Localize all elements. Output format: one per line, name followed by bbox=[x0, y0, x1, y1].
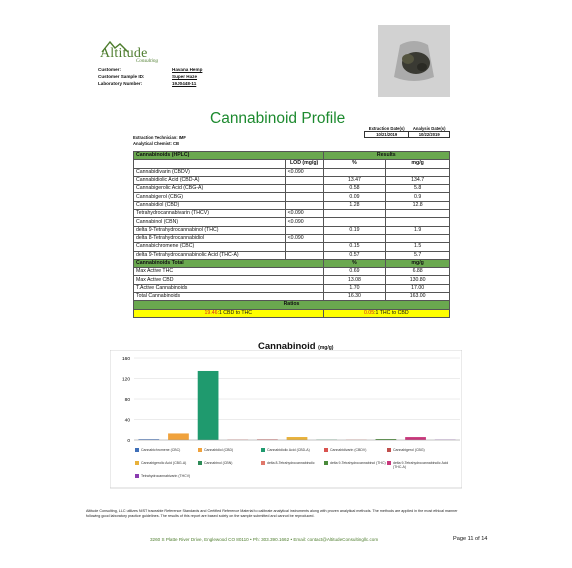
cell-lod bbox=[285, 193, 323, 201]
y-tick-label: 0 bbox=[127, 438, 130, 444]
totals-row bbox=[134, 293, 450, 301]
cell-lod: <0.090 bbox=[285, 210, 323, 218]
cell-mg bbox=[386, 234, 450, 242]
cannabinoid-table bbox=[133, 151, 450, 318]
cell-pct bbox=[323, 234, 386, 242]
cell-pct: 0.57 bbox=[323, 251, 386, 259]
chart-unit: (mg/g) bbox=[318, 345, 334, 351]
cell-mg: 0.9 bbox=[386, 193, 450, 201]
legend-item bbox=[261, 461, 331, 465]
legend-label: Cannabidiolic Acid (CBD-A) bbox=[267, 448, 310, 452]
y-tick-label: 40 bbox=[124, 418, 130, 424]
cell-lod: <0.090 bbox=[285, 234, 323, 242]
cell-name: delta 9-Tetrahydrocannabinolic Acid (THC-A) bbox=[134, 251, 286, 259]
cell-pct: 0.69 bbox=[323, 268, 386, 276]
legend-swatch bbox=[387, 461, 391, 465]
cell-name: Cannabidiol (CBD) bbox=[134, 201, 286, 209]
legend-label: delta 9-Tetrahydrocannabinolic Acid (THC-A) bbox=[393, 461, 449, 469]
cell-pct: 16.30 bbox=[323, 293, 386, 301]
legend-swatch bbox=[198, 461, 202, 465]
legend-label: Cannabichromene (CBC) bbox=[141, 448, 181, 452]
cell-lod bbox=[285, 226, 323, 234]
totals-col-pct: % bbox=[323, 259, 386, 267]
col-lod: LOD (mg/g) bbox=[285, 160, 323, 168]
ratio-cbd-thc-text: :1 CBD to THC bbox=[217, 309, 253, 316]
customer-info bbox=[98, 66, 202, 88]
table-row bbox=[134, 176, 450, 184]
cell-pct: 1.28 bbox=[323, 201, 386, 209]
legend-swatch bbox=[324, 461, 328, 465]
lab-label: Laboratory Number: bbox=[98, 81, 143, 87]
customer-value: Havana Hemp bbox=[172, 67, 203, 72]
totals-col-mg: mg/g bbox=[386, 259, 450, 267]
cell-lod bbox=[285, 251, 323, 259]
ratios-label: Ratios bbox=[134, 301, 450, 309]
cell-pct bbox=[323, 168, 386, 176]
cell-name: Tetrahydrocannabivarin (THCV) bbox=[134, 210, 286, 218]
cell-name: delta 8-Tetrahydrocannabidiol bbox=[134, 234, 286, 242]
col-pct: % bbox=[323, 160, 386, 168]
extraction-date: 10/21/2019 bbox=[365, 132, 409, 138]
bar-1 bbox=[168, 433, 189, 440]
legend-item bbox=[387, 461, 457, 469]
legend-label: Cannabidivarin (CBDV) bbox=[330, 448, 367, 452]
totals-row bbox=[134, 268, 450, 276]
technician-info bbox=[133, 135, 186, 147]
ratio-thc-cbd bbox=[323, 309, 449, 317]
cell-name: Cannabichromene (CBC) bbox=[134, 243, 286, 251]
cell-mg: 5.7 bbox=[386, 251, 450, 259]
legend-item bbox=[135, 474, 205, 478]
legend-swatch bbox=[324, 448, 328, 452]
legend-label: Cannabinol (CBN) bbox=[204, 461, 233, 465]
table-row bbox=[134, 243, 450, 251]
legend-label: Cannabidiol (CBD) bbox=[204, 448, 234, 452]
table-row bbox=[134, 210, 450, 218]
cell-pct: 0.09 bbox=[323, 193, 386, 201]
chemist: Analytical Chemist: CB bbox=[133, 141, 180, 146]
cell-mg: 134.7 bbox=[386, 176, 450, 184]
legend-label: Cannabigerol (CBG) bbox=[393, 448, 425, 452]
cell-mg bbox=[386, 218, 450, 226]
company-sub: Consulting bbox=[136, 59, 158, 64]
customer-label: Customer: bbox=[98, 67, 121, 72]
cell-lod bbox=[285, 201, 323, 209]
company-name: Altitude bbox=[100, 46, 148, 61]
cell-mg: 12.8 bbox=[386, 201, 450, 209]
section-totals: Cannabinoids Total bbox=[134, 259, 324, 267]
legend-label: delta 9-Tetrahydrocannabinol (THC) bbox=[330, 461, 386, 465]
legend-item bbox=[135, 448, 205, 452]
bar-5 bbox=[287, 437, 308, 440]
table-row bbox=[134, 234, 450, 242]
sample-photo bbox=[378, 25, 450, 97]
table-row bbox=[134, 218, 450, 226]
cell-mg bbox=[386, 168, 450, 176]
cell-pct: 13.47 bbox=[323, 176, 386, 184]
cell-lod: <0.090 bbox=[285, 168, 323, 176]
cell-mg: 1.5 bbox=[386, 243, 450, 251]
technician: Extraction Technician: IMF bbox=[133, 135, 186, 140]
y-tick-label: 160 bbox=[121, 356, 130, 362]
cell-lod bbox=[285, 243, 323, 251]
cell-pct: 0.58 bbox=[323, 185, 386, 193]
cell-name: delta 9-Tetrahydrocannabinol (THC) bbox=[134, 226, 286, 234]
cell-pct: 0.19 bbox=[323, 226, 386, 234]
analysis-date-label: Analysis Date(s) bbox=[412, 126, 446, 131]
table-row bbox=[134, 185, 450, 193]
legend-item bbox=[135, 461, 205, 465]
legend-swatch bbox=[135, 448, 139, 452]
cell-mg bbox=[386, 210, 450, 218]
legend-swatch bbox=[198, 448, 202, 452]
cell-lod bbox=[285, 176, 323, 184]
bar-2 bbox=[198, 371, 219, 440]
cell-pct: 1.70 bbox=[323, 284, 386, 292]
cell-mg: 17.00 bbox=[386, 284, 450, 292]
cell-mg: 6.88 bbox=[386, 268, 450, 276]
sample-label: Customer Sample ID: bbox=[98, 74, 145, 80]
analysis-date: 10/22/2019 bbox=[409, 132, 450, 138]
cell-mg: 1.9 bbox=[386, 226, 450, 234]
cell-mg: 5.8 bbox=[386, 185, 450, 193]
y-tick-label: 120 bbox=[121, 377, 130, 383]
legend-item bbox=[198, 461, 268, 465]
cell-pct bbox=[323, 210, 386, 218]
cell-name: Max Active THC bbox=[134, 268, 324, 276]
totals-header bbox=[134, 259, 450, 267]
legend-swatch bbox=[261, 461, 265, 465]
table-row bbox=[134, 168, 450, 176]
extraction-date-label: Extraction Date(s) bbox=[368, 126, 405, 131]
legend-item bbox=[387, 448, 457, 452]
cell-pct: 0.15 bbox=[323, 243, 386, 251]
legend-swatch bbox=[135, 474, 139, 478]
y-tick-label: 80 bbox=[124, 397, 130, 403]
col-mg: mg/g bbox=[386, 160, 450, 168]
cell-lod: <0.090 bbox=[285, 218, 323, 226]
legend-item bbox=[324, 461, 394, 465]
cell-name: Cannabidivarin (CBDV) bbox=[134, 168, 286, 176]
legend-label: Tetrahydrocannabivarin (THCV) bbox=[141, 474, 191, 478]
table-row bbox=[134, 193, 450, 201]
cell-mg: 130.80 bbox=[386, 276, 450, 284]
legend-swatch bbox=[387, 448, 391, 452]
cell-name: Cannabinol (CBN) bbox=[134, 218, 286, 226]
totals-row bbox=[134, 284, 450, 292]
results-header: Results bbox=[323, 152, 449, 160]
legend-label: delta 8-Tetrahydrocannabinolic bbox=[267, 461, 315, 465]
legend-swatch bbox=[261, 448, 265, 452]
ratios-header bbox=[134, 301, 450, 309]
cell-pct bbox=[323, 218, 386, 226]
section-hplc: Cannabinoids (HPLC) bbox=[134, 152, 324, 160]
sample-value: Super Haze bbox=[172, 74, 198, 80]
table-header bbox=[134, 152, 450, 160]
cell-name: Cannabidiolic Acid (CBD-A) bbox=[134, 176, 286, 184]
column-header bbox=[134, 160, 450, 168]
cell-pct: 13.08 bbox=[323, 276, 386, 284]
dates-box bbox=[364, 126, 450, 138]
contact-address: 3260 S Platte River Drive, Englewood CO 80110 • Ph: 303.390.1662 • Email: contact@AltitudeConsultingllc.com bbox=[150, 537, 379, 542]
page-title: Cannabinoid Profile bbox=[210, 110, 346, 127]
cell-name: Cannabigerolic Acid (CBG-A) bbox=[134, 185, 286, 193]
table-row bbox=[134, 226, 450, 234]
table-row bbox=[134, 201, 450, 209]
cell-lod bbox=[285, 185, 323, 193]
legend-item bbox=[198, 448, 268, 452]
chart-title-text: Cannabinoid bbox=[258, 341, 316, 352]
cell-name: T.Active Cannabinoids bbox=[134, 284, 324, 292]
bar-9 bbox=[405, 437, 426, 440]
ratio-thc-cbd-value: 0.05 bbox=[363, 309, 375, 316]
disclaimer: Altitude Consulting, LLC utilizes NIST traceable Reference Standards and Certified Reference Material to calibrate analytical instruments along with proven analytical methods. The methods are applied in the most ethical manner following good laboratory practice guidelines. The results of this report are based solely on the sample submitted and cannot be reproduced. bbox=[86, 509, 458, 518]
ratio-thc-cbd-text: :1 THC to CBD bbox=[374, 309, 409, 316]
cell-name: Total Cannabinoids bbox=[134, 293, 324, 301]
page-number: Page 11 of 14 bbox=[453, 536, 488, 542]
cannabinoid-bar-chart bbox=[110, 350, 462, 490]
ratio-cbd-thc-value: 19.46 bbox=[204, 309, 218, 316]
ratios-row bbox=[134, 309, 450, 317]
cell-mg: 163.00 bbox=[386, 293, 450, 301]
legend-item bbox=[261, 448, 331, 452]
legend-swatch bbox=[135, 461, 139, 465]
table-row bbox=[134, 251, 450, 259]
ratio-cbd-thc bbox=[134, 309, 324, 317]
legend-label: Cannabigerolic Acid (CBG-A) bbox=[141, 461, 187, 465]
lab-value: 19J0448-11 bbox=[172, 81, 197, 87]
cell-name: Cannabigerol (CBG) bbox=[134, 193, 286, 201]
totals-row bbox=[134, 276, 450, 284]
cell-name: Max Active CBD bbox=[134, 276, 324, 284]
legend-item bbox=[324, 448, 394, 452]
